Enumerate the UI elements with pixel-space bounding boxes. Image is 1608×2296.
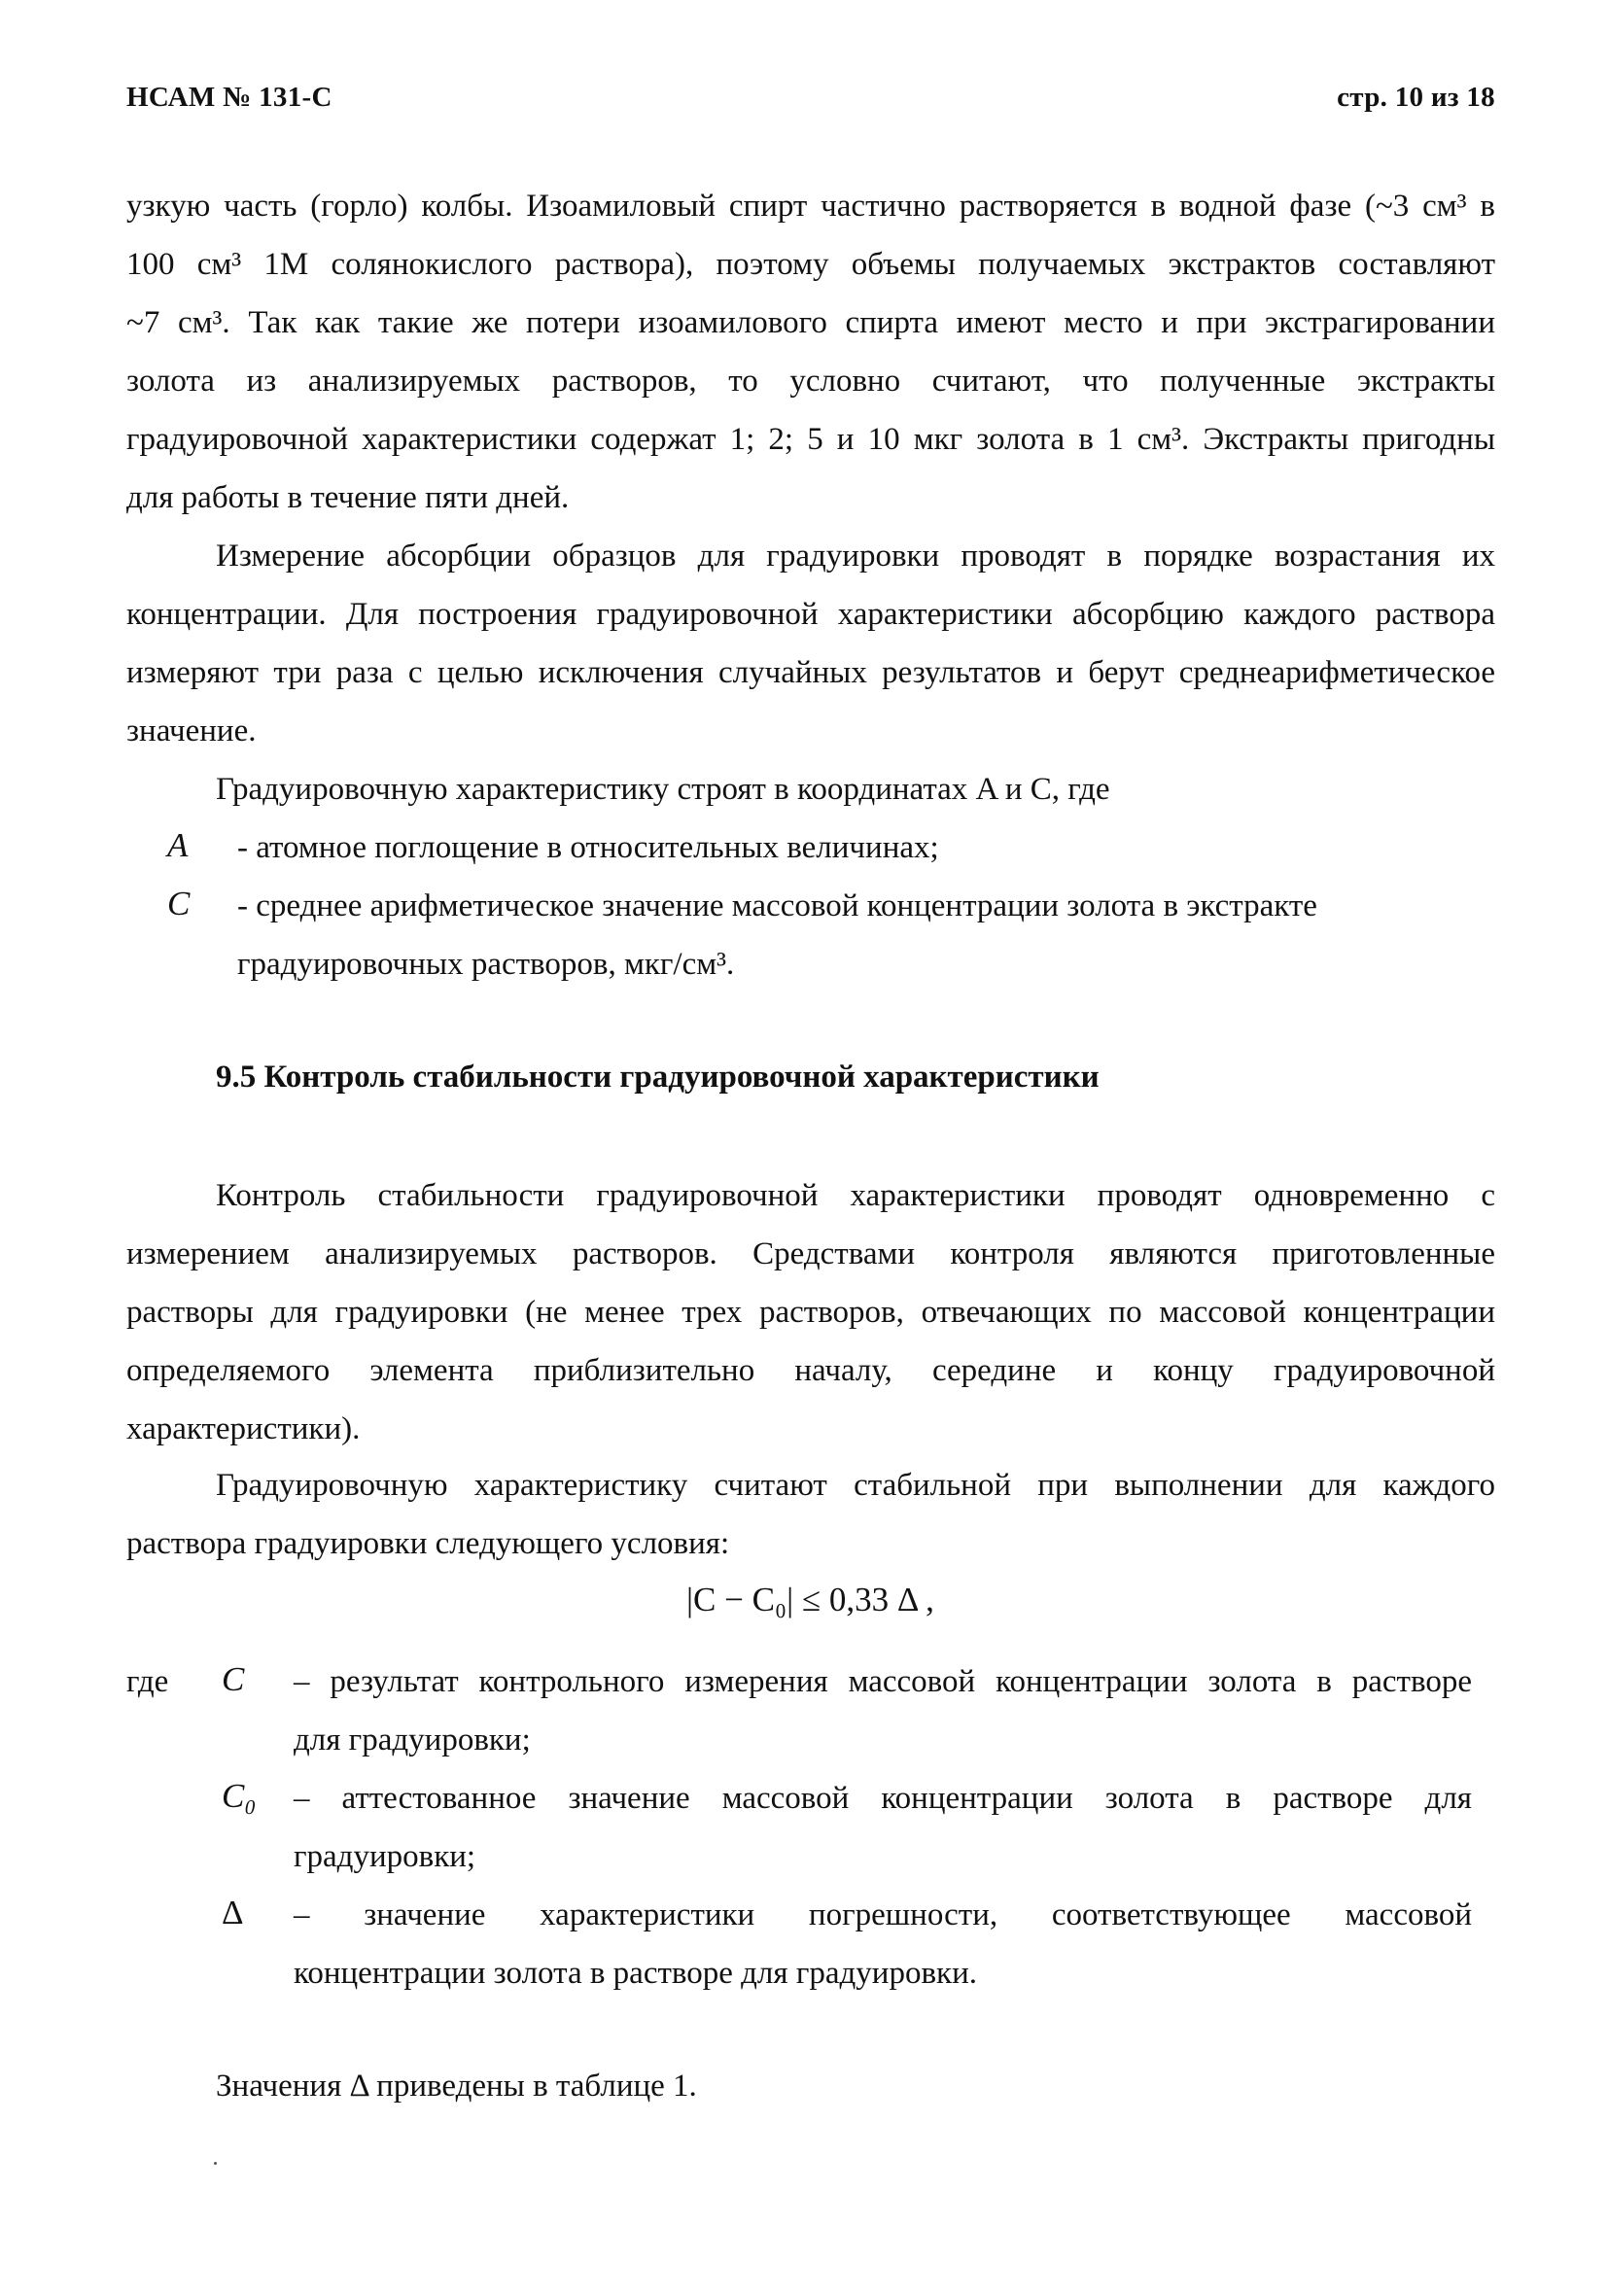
def2-c0-symbol: C₀ (222, 1777, 257, 1815)
def2-c-symbol: C (222, 1660, 245, 1698)
para4-line-5: характеристики). (126, 1411, 361, 1446)
para1-line-1: узкую часть (горло) колбы. Изоамиловый спирт частично растворяется в водной фазе (~3 см³ в (126, 189, 1495, 224)
where-label: где (126, 1664, 169, 1699)
para2-line-2: концентрации. Для построения градуировочной характеристики абсорбцию каждого раствора (126, 597, 1495, 632)
def2-delta-text-1: – значение характеристики погрешности, соответствующее массовой (294, 1897, 1472, 1932)
para4-line-2: измерением анализируемых растворов. Средствами контроля являются приготовленные (126, 1236, 1495, 1271)
def-c-symbol: C (167, 885, 191, 922)
para1-line-3: ~7 см³. Так как такие же потери изоамилового спирта имеют место и при экстрагировании (126, 305, 1495, 340)
para4-line-4: определяемого элемента приблизительно началу, середине и концу градуировочной (126, 1353, 1495, 1388)
para4-line-1: Контроль стабильности градуировочной характеристики проводят одновременно с (216, 1178, 1495, 1213)
def2-c-text-1: – результат контрольного измерения массовой концентрации золота в растворе (294, 1664, 1472, 1699)
def2-c0-text-2: градуировки; (294, 1839, 476, 1874)
scan-speck (214, 2162, 217, 2165)
para1-line-2: 100 см³ 1М солянокислого раствора), поэтому объемы получаемых экстрактов составляют (126, 247, 1495, 282)
page-number-header: стр. 10 из 18 (1337, 82, 1495, 113)
doc-id-header: НСАМ № 131-С (126, 82, 332, 113)
section-title: 9.5 Контроль стабильности градуировочной характеристики (216, 1060, 1100, 1095)
para3-line: Градуировочную характеристику строят в координатах A и C, где (216, 772, 1110, 807)
para1-line-4: золота из анализируемых растворов, то условно считают, что полученные экстракты (126, 364, 1495, 399)
para1-line-6: для работы в течение пяти дней. (126, 480, 570, 515)
def-c-text-2: градуировочных растворов, мкг/см³. (237, 947, 735, 982)
para5-line-2: раствора градуировки следующего условия: (126, 1526, 730, 1561)
def2-c0-text-1: – аттестованное значение массовой концентрации золота в растворе для (294, 1781, 1472, 1816)
table-reference: Значения Δ приведены в таблице 1. (216, 2069, 697, 2104)
def2-delta-symbol: Δ (222, 1894, 244, 1931)
para2-line-1: Измерение абсорбции образцов для градуировки проводят в порядке возрастания их (216, 539, 1495, 574)
def-a-symbol: A (167, 826, 189, 864)
para4-line-3: растворы для градуировки (не менее трех растворов, отвечающих по массовой концентрации (126, 1295, 1495, 1330)
para1-line-5: градуировочной характеристики содержат 1; 2; 5 и 10 мкг золота в 1 см³. Экстракты пригодны (126, 422, 1495, 457)
def-a-text: - атомное поглощение в относительных величинах; (237, 830, 939, 865)
def-c-text-1: - среднее арифметическое значение массовой концентрации золота в экстракте (237, 888, 1317, 923)
para2-line-3: измеряют три раза с целью исключения случайных результатов и берут среднеарифметическое (126, 655, 1495, 690)
para5-line-1: Градуировочную характеристику считают стабильной при выполнении для каждого (216, 1468, 1495, 1503)
def2-delta-text-2: концентрации золота в растворе для градуировки. (294, 1956, 977, 1991)
stability-formula: |C − C₀| ≤ 0,33 Δ , (686, 1581, 934, 1618)
para2-line-4: значение. (126, 713, 257, 748)
def2-c-text-2: для градуировки; (294, 1722, 531, 1757)
